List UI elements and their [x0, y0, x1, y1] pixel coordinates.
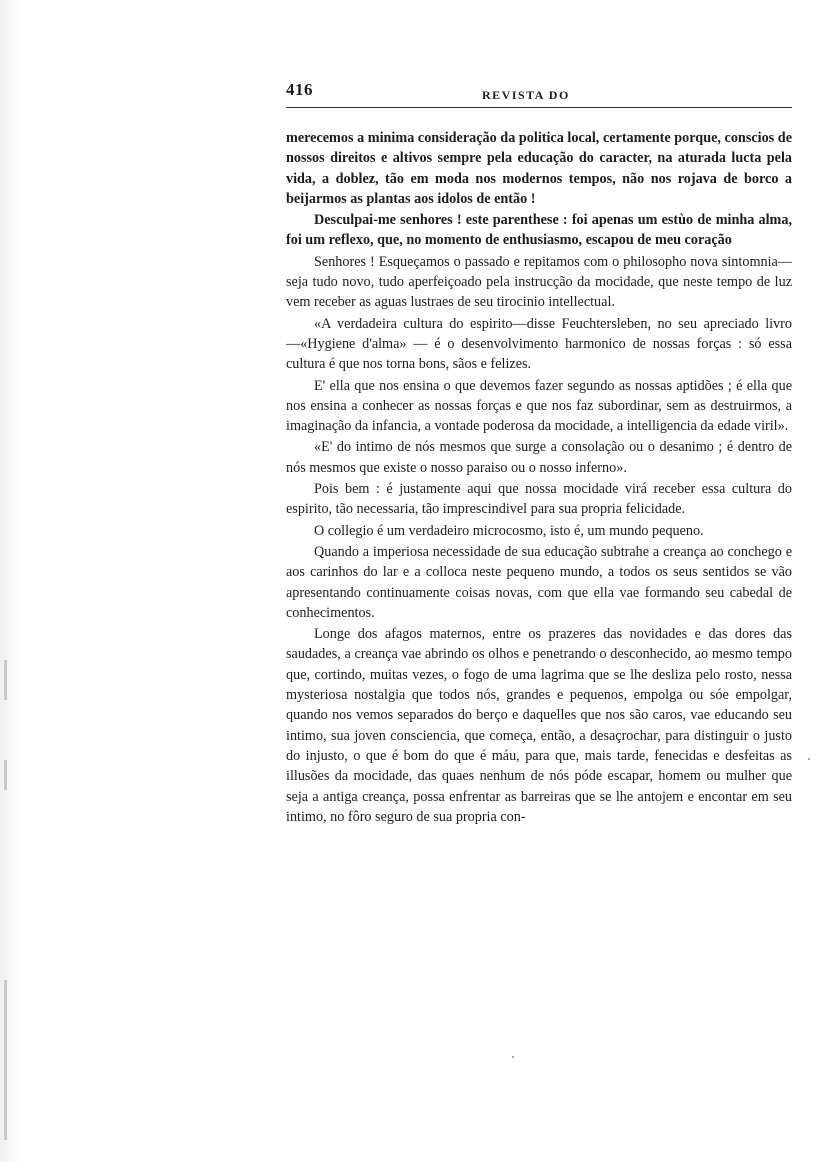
spine-mark: [4, 980, 7, 1140]
paragraph: «A verdadeira cultura do espirito—disse Feuchtersleben, no seu apreciado livro—«Hygiene d'alma» — é o desenvolvimento harmonico de nossas forças : só essa cultura é que nos torna bons, sãos e felizes.: [286, 315, 792, 373]
paragraph: «E' do intimo de nós mesmos que surge a consolação ou o desanimo ; é dentro de nós mesmos que existe o nosso paraiso ou o nosso inferno».: [286, 439, 792, 476]
page-header: [286, 80, 792, 110]
paragraph: O collegio é um verdadeiro microcosmo, isto é, um mundo pequeno.: [314, 522, 704, 539]
paragraph: E' ella que nos ensina o que devemos fazer segundo as nossas aptidões ; é ella que nos ensina a conhecer as nossas forças e que nos faz subordinar, sem as destruirmos, a imaginação da infancia, a vontade poderosa da mocidade, a intelligencia da edade viril».: [286, 377, 792, 435]
paragraph: Pois bem : é justamente aqui que nossa mocidade virá receber essa cultura do espirito, tão necessaria, tão imprescindivel para sua propria felicidade.: [286, 481, 792, 518]
paper-speck: [512, 1056, 514, 1058]
spine-mark: [4, 660, 7, 700]
paragraph: Senhores ! Esqueçamos o passado e repitamos com o philosopho nova sintomnia—seja tudo novo, tudo aperfeiçoado pela instrucção da mocidade, que neste tempo de luz vem receber as aguas lustraes de seu tirocinio intellectual.: [286, 253, 792, 311]
page-number: 416: [286, 80, 313, 99]
paragraph: merecemos a minima consideração da politica local, certamente porque, conscios de nossos direitos e altivos sempre pela educação do caracter, na aturada lucta pela vida, a doblez, tão em moda nos modernos tempos, não nos rojava de borco a beijarmos as plantas aos idolos de então !: [286, 130, 792, 207]
header-rule: [286, 107, 792, 108]
paragraph: Desculpai-me senhores ! este parenthese : foi apenas um estùo de minha alma, foi um reflexo, que, no momento de enthusiasmo, escapou de meu coração: [286, 212, 792, 249]
running-head: REVISTA DO: [482, 88, 570, 102]
paragraph: Longe dos afagos maternos, entre os prazeres das novidades e das dores das saudades, a creança vae abrindo os olhos e penetrando o desconhecido, ao mesmo tempo que, cortindo, muitas vezes, o fogo de uma lagrima que se lhe desliza pelo rosto, nessa mysteriosa nostalgia que todos nós, grandes e pequenos, empolga ou sóe empolgar, quando nos vemos separados do berço e daquelles que nos são caros, vae educando seu intimo, sua joven consciencia, que começa, então, a desaçrochar, para distinguir o justo do injusto, o que é bom do que é máu, para que, mais tarde, fenecidas e desfeitas as illusões da mocidade, das quaes nenhum de nós póde escapar, homem ou mulher que seja a antiga creança, possa enfrentar as barreiras que se lhe antojem e encontar em seu intimo, no fôro seguro de sua propria con-: [286, 626, 792, 825]
spine-mark: [4, 760, 7, 790]
paper-speck: [808, 758, 810, 760]
body-text: [286, 128, 792, 828]
book-spine-shadow: [0, 0, 22, 1162]
paragraph: Quando a imperiosa necessidade de sua educação subtrahe a creança ao conchego e aos carinhos do lar e a colloca neste pequeno mundo, a todos os seus sentidos se vão apresentando continuamente coisas novas, com que ella vae formando seu cabedal de conhecimentos.: [286, 543, 792, 621]
